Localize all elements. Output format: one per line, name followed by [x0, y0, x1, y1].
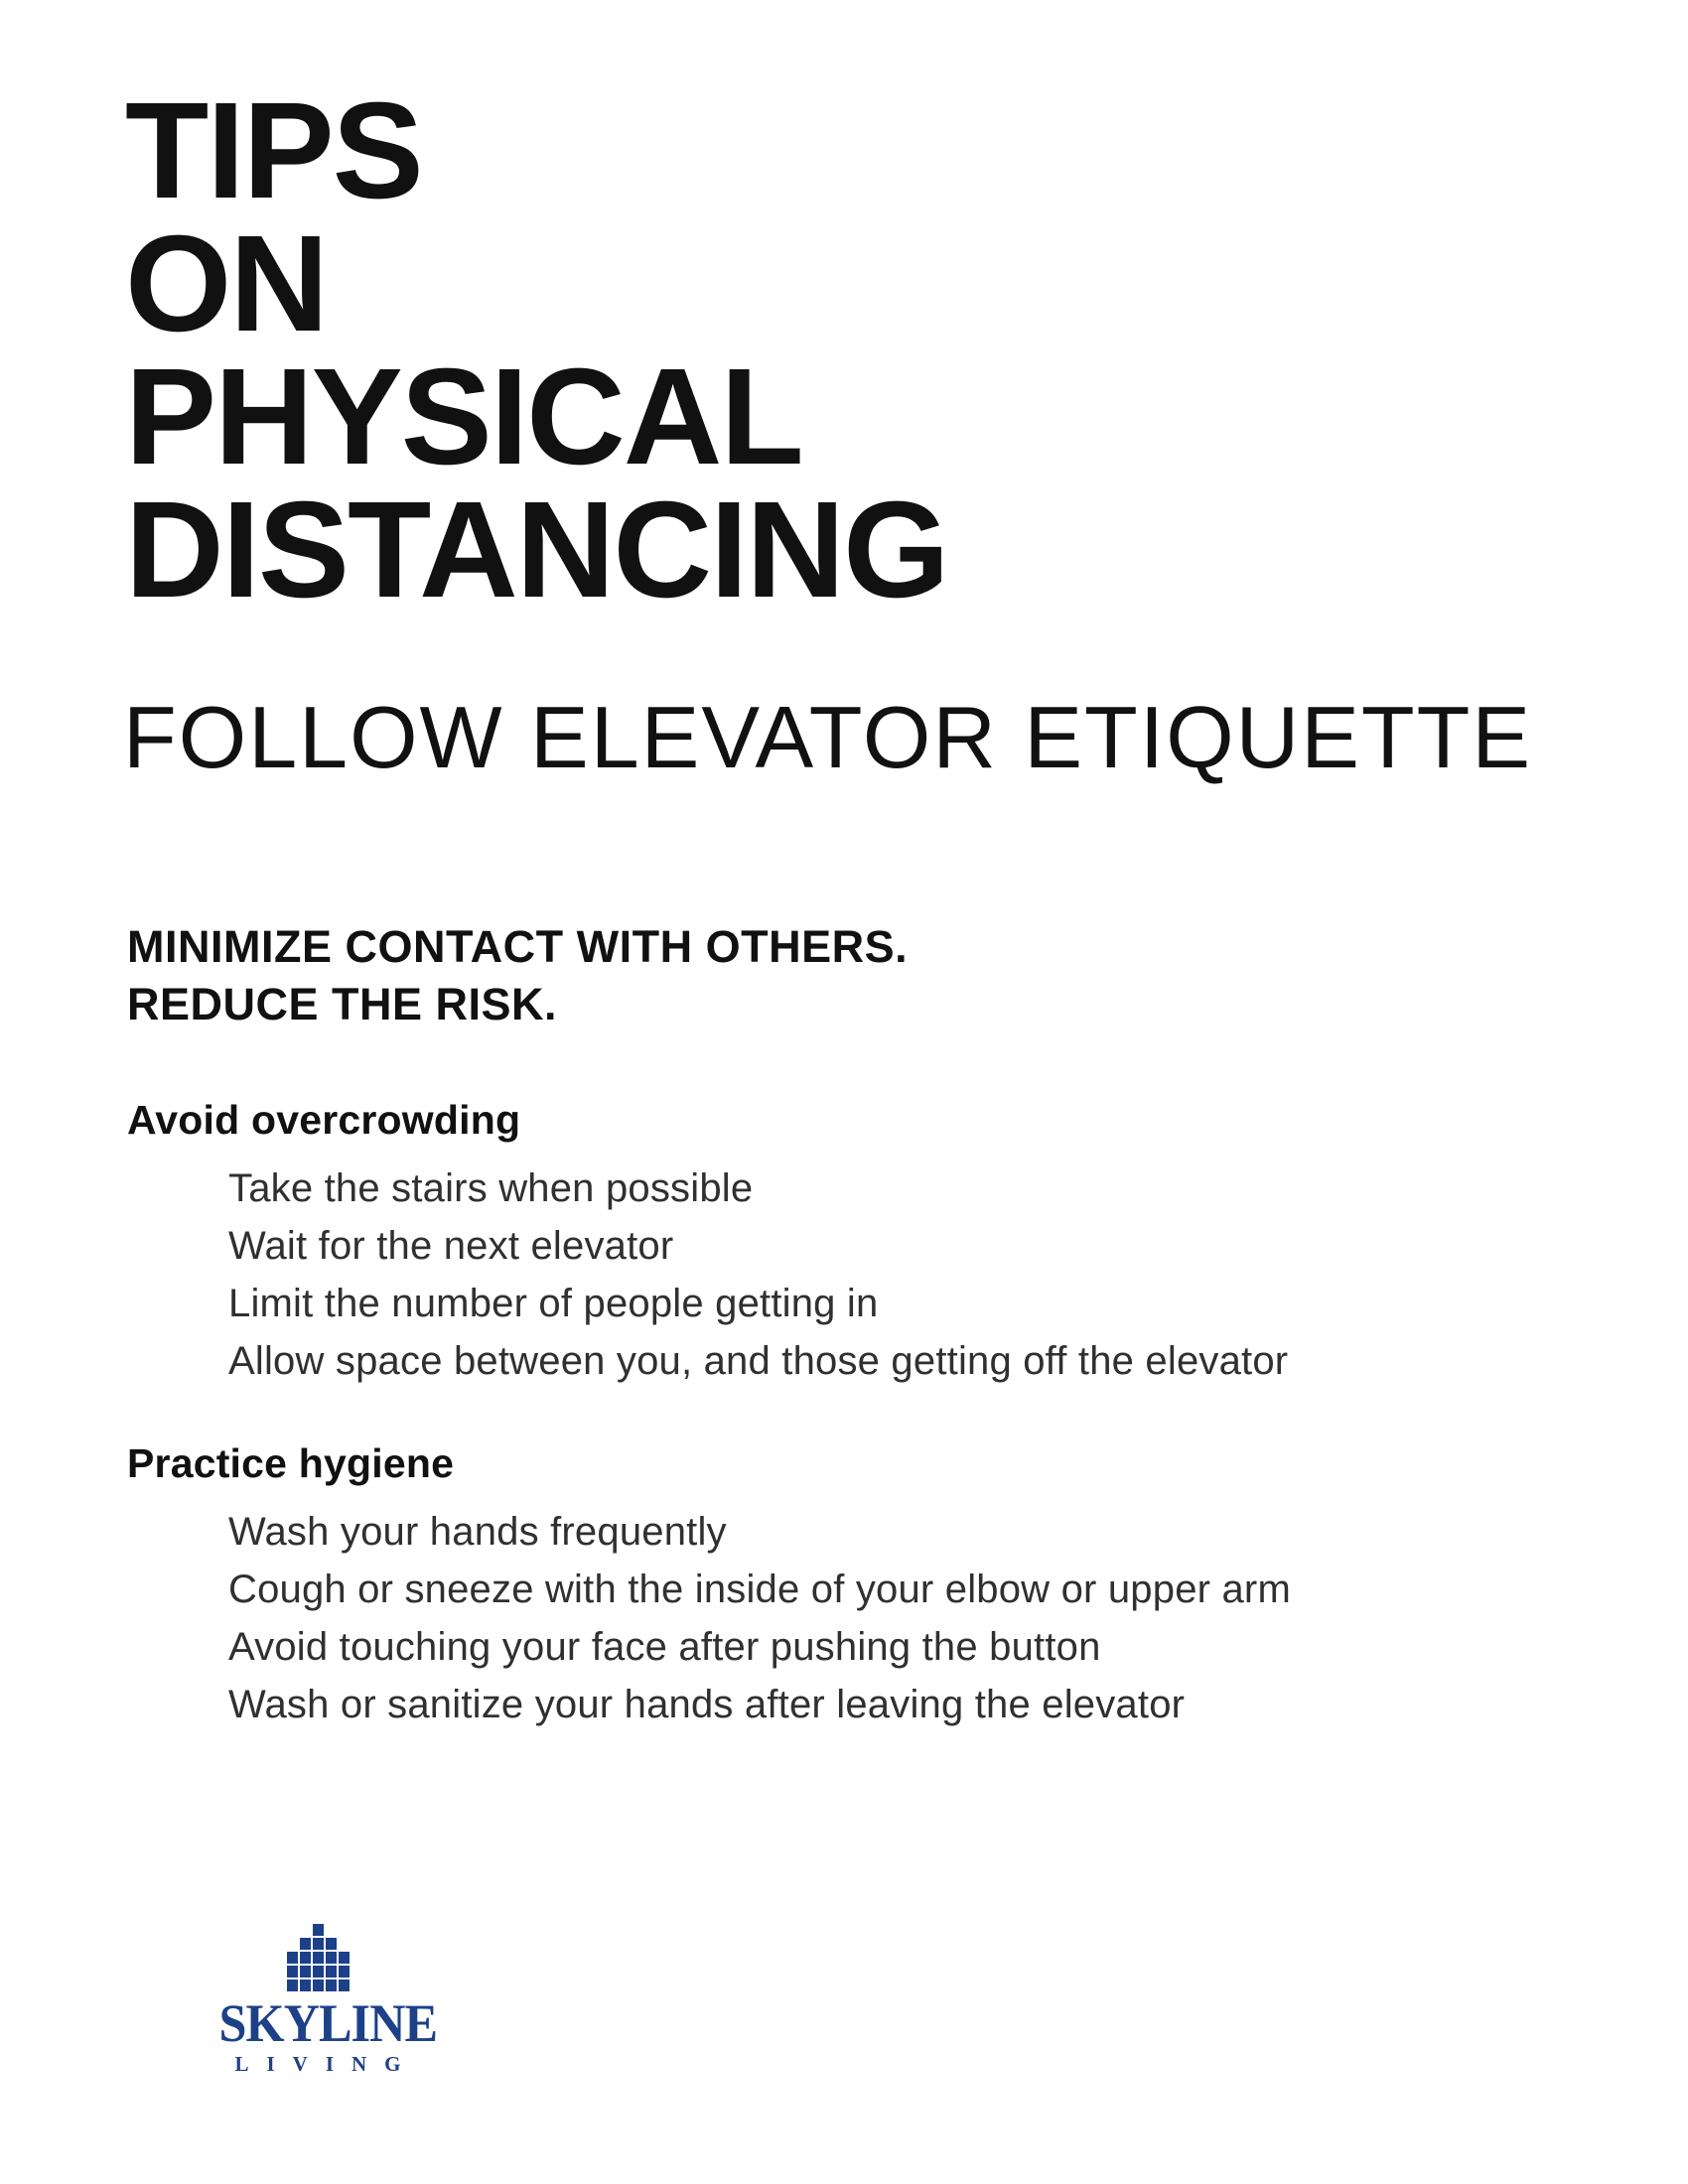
intro-line: MINIMIZE CONTACT WITH OTHERS.: [127, 921, 909, 972]
title-line: PHYSICAL: [125, 341, 802, 493]
section-avoid-overcrowding: [127, 1094, 1288, 1390]
section-heading: Practice hygiene: [127, 1440, 455, 1486]
building-column: [339, 1952, 350, 1991]
poster-title: [125, 74, 948, 626]
tip-list: [228, 1503, 1291, 1733]
title-line: ON: [125, 207, 327, 360]
tip-list: [228, 1160, 1288, 1390]
title-line: TIPS: [125, 74, 422, 227]
tip-item: Avoid touching your face after pushing the button: [228, 1625, 1101, 1669]
building-column: [300, 1938, 311, 1991]
intro-line: REDUCE THE RISK.: [127, 979, 558, 1029]
tip-item: Wash or sanitize your hands after leaving the elevator: [228, 1683, 1186, 1726]
tip-item: Take the stairs when possible: [228, 1166, 754, 1210]
title-line: DISTANCING: [125, 474, 948, 626]
tip-item: Limit the number of people getting in: [228, 1282, 879, 1325]
poster-subtitle: FOLLOW ELEVATOR ETIQUETTE: [123, 688, 1533, 786]
building-column: [313, 1924, 324, 1991]
section-heading: Avoid overcrowding: [127, 1097, 521, 1143]
tip-item: Allow space between you, and those getting off the elevator: [228, 1339, 1289, 1383]
tip-item: Cough or sneeze with the inside of your elbow or upper arm: [228, 1568, 1291, 1611]
logo-subtext: LIVING: [234, 2052, 419, 2076]
tip-item: Wait for the next elevator: [228, 1224, 674, 1268]
skyline-living-logo: [211, 1924, 438, 2076]
building-column: [326, 1938, 337, 1991]
logo-wordmark: SKYLINE: [218, 1993, 438, 2053]
tip-item: Wash your hands frequently: [228, 1510, 727, 1554]
section-practice-hygiene: [127, 1437, 1291, 1733]
intro-statement: [127, 918, 908, 1033]
skyline-buildings-icon: [211, 1924, 424, 1991]
building-column: [287, 1952, 298, 1991]
